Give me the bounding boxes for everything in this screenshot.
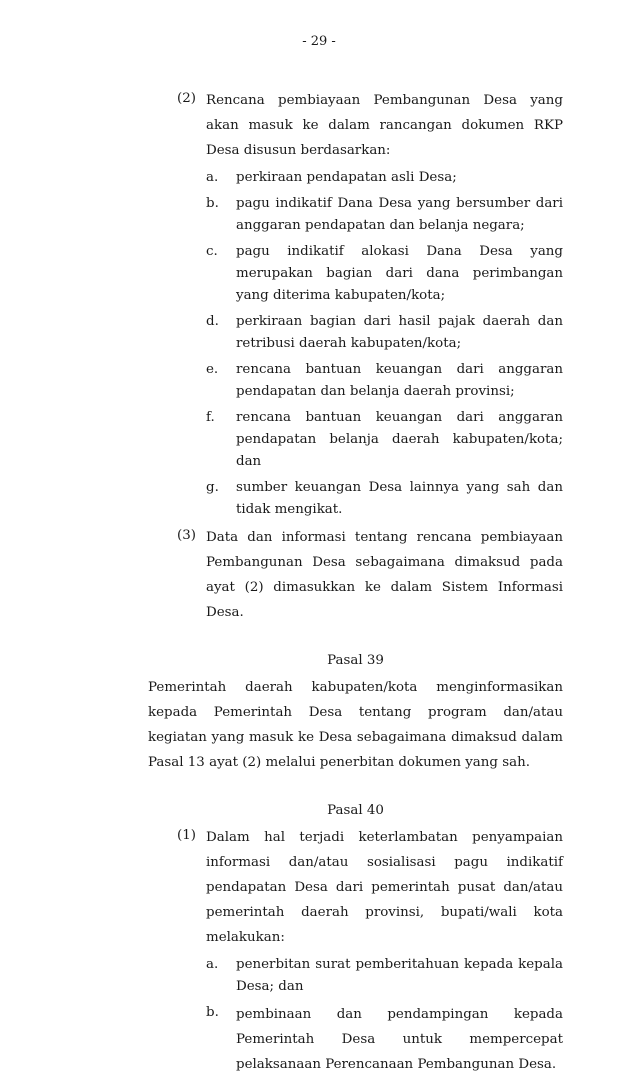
pasal-39-heading: Pasal 39 xyxy=(327,653,384,668)
sub-letter: d. xyxy=(206,314,219,329)
sub-letter: b. xyxy=(206,1005,219,1020)
sub-item-e xyxy=(206,359,563,403)
sub-letter: b. xyxy=(206,196,219,211)
item-number: (1) xyxy=(177,828,196,843)
sub-text: perkiraan bagian dari hasil pajak daerah dan retribusi daerah kabupaten/kota; xyxy=(236,314,563,351)
pasal-40-sub-item-b xyxy=(206,1002,563,1077)
sub-item-d xyxy=(206,311,563,355)
sub-text: rencana bantuan keuangan dari anggaran pendapatan belanja daerah kabupaten/kota; dan xyxy=(236,410,563,469)
sub-text: pembinaan dan pendampingan kepada Pemerintah Desa untuk mempercepat pelaksanaan Perencanaan Pembangunan Desa. xyxy=(236,1007,563,1072)
sub-text: sumber keuangan Desa lainnya yang sah dan tidak mengikat. xyxy=(236,480,563,517)
sub-item-b xyxy=(206,193,563,237)
document-body xyxy=(148,88,563,1077)
sub-letter: a. xyxy=(206,170,219,185)
sub-letter: c. xyxy=(206,244,218,259)
item-3 xyxy=(177,525,563,625)
item-2 xyxy=(177,88,563,163)
page-number: - 29 - xyxy=(302,34,336,49)
sub-item-f xyxy=(206,407,563,473)
pasal-40-sub-item-a xyxy=(206,954,563,998)
item-text: Data dan informasi tentang rencana pembiayaan Pembangunan Desa sebagaimana dimaksud pada ayat (2) dimasukkan ke dalam Sistem Informasi Desa. xyxy=(206,530,563,620)
item-text: Dalam hal terjadi keterlambatan penyampaian informasi dan/atau sosialisasi pagu indikatif pendapatan Desa dari pemerintah pusat dan/atau pemerintah daerah provinsi, bupati/wali kota melakukan: xyxy=(206,830,563,945)
sub-item-c xyxy=(206,241,563,307)
sub-item-a xyxy=(206,167,563,189)
pasal-40-heading: Pasal 40 xyxy=(327,803,384,818)
item-text: Rencana pembiayaan Pembangunan Desa yang akan masuk ke dalam rancangan dokumen RKP Desa disusun berdasarkan: xyxy=(206,93,563,158)
sub-letter: a. xyxy=(206,957,219,972)
pasal-40-item-1 xyxy=(177,825,563,950)
pasal-39-text: Pemerintah daerah kabupaten/kota menginformasikan kepada Pemerintah Desa tentang program dan/atau kegiatan yang masuk ke Desa sebagaimana dimaksud dalam Pasal 13 ayat (2) melalui penerbitan dokumen yang sah. xyxy=(148,680,563,770)
sub-item-g xyxy=(206,477,563,521)
sub-text: rencana bantuan keuangan dari anggaran pendapatan dan belanja daerah provinsi; xyxy=(236,362,563,399)
sub-letter: e. xyxy=(206,362,219,377)
sub-text: perkiraan pendapatan asli Desa; xyxy=(236,170,457,185)
sub-text: pagu indikatif Dana Desa yang bersumber dari anggaran pendapatan dan belanja negara; xyxy=(236,196,563,233)
sub-letter: g. xyxy=(206,480,219,495)
item-number: (3) xyxy=(177,528,196,543)
sub-text: penerbitan surat pemberitahuan kepada kepala Desa; dan xyxy=(236,957,563,994)
sub-text: pagu indikatif alokasi Dana Desa yang merupakan bagian dari dana perimbangan yang diterima kabupaten/kota; xyxy=(236,244,563,303)
sub-letter: f. xyxy=(206,410,215,425)
item-number: (2) xyxy=(177,91,196,106)
